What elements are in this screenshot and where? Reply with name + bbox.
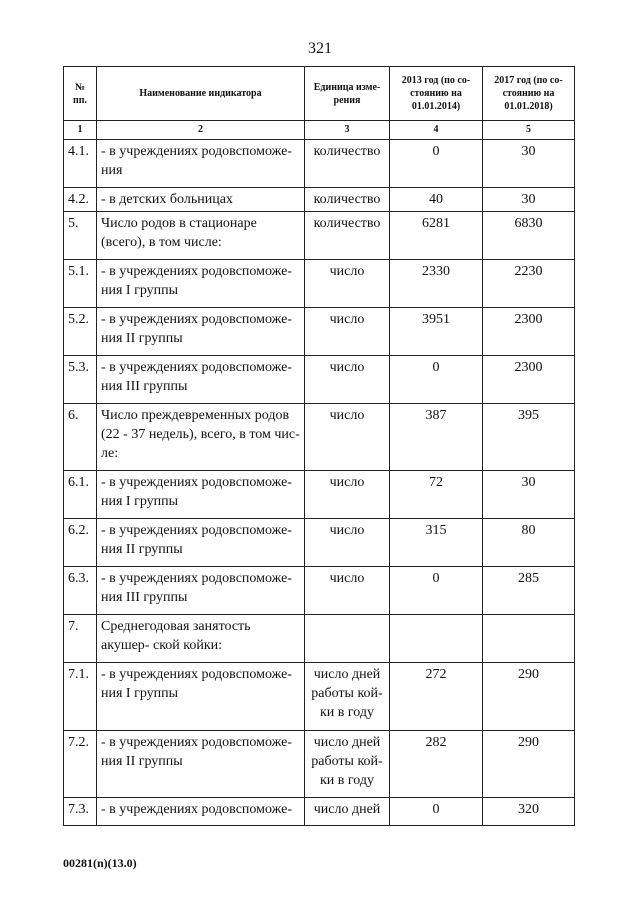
- unit-of-measure: число дней: [305, 798, 390, 826]
- table-row: [64, 188, 575, 212]
- indicator-name: Среднегодовая занятость акушер- ской койки:: [97, 615, 305, 663]
- unit-of-measure: количество: [305, 212, 390, 260]
- row-number: 4.2.: [64, 188, 97, 212]
- value-2017: 285: [483, 567, 575, 615]
- row-number: 5.2.: [64, 308, 97, 356]
- indicator-name: - в учреждениях родовспоможе- ния II группы: [97, 731, 305, 798]
- unit-of-measure: число: [305, 471, 390, 519]
- value-2013: 0: [390, 567, 483, 615]
- table-row: [64, 567, 575, 615]
- header-num: № пп.: [64, 67, 97, 121]
- indicator-name: - в учреждениях родовспоможе- ния I группы: [97, 260, 305, 308]
- col-number: 2: [97, 121, 305, 140]
- indicator-name: - в учреждениях родовспоможе- ния I группы: [97, 663, 305, 731]
- col-number: 5: [483, 121, 575, 140]
- value-2017: 6830: [483, 212, 575, 260]
- value-2013: 0: [390, 140, 483, 188]
- value-2013: 3951: [390, 308, 483, 356]
- unit-of-measure: число дней работы кой- ки в году: [305, 731, 390, 798]
- row-number: 6.1.: [64, 471, 97, 519]
- indicator-name: - в учреждениях родовспоможе- ния II группы: [97, 519, 305, 567]
- row-number: 5.3.: [64, 356, 97, 404]
- value-2017: 290: [483, 731, 575, 798]
- table-row: [64, 140, 575, 188]
- value-2017: 80: [483, 519, 575, 567]
- table-row: [64, 471, 575, 519]
- value-2017: 395: [483, 404, 575, 471]
- unit-of-measure: количество: [305, 140, 390, 188]
- value-2013: 40: [390, 188, 483, 212]
- indicator-table: [63, 66, 575, 826]
- unit-of-measure: количество: [305, 188, 390, 212]
- indicator-name: Число родов в стационаре (всего), в том числе:: [97, 212, 305, 260]
- page-number: 321: [308, 40, 332, 57]
- value-2017: [483, 615, 575, 663]
- unit-of-measure: число: [305, 404, 390, 471]
- table-row: [64, 798, 575, 826]
- table-row: [64, 519, 575, 567]
- unit-of-measure: число дней работы кой- ки в году: [305, 663, 390, 731]
- indicator-name: Число преждевременных родов (22 - 37 недель), всего, в том чис- ле:: [97, 404, 305, 471]
- table-row: [64, 663, 575, 731]
- table-row: [64, 404, 575, 471]
- row-number: 7.: [64, 615, 97, 663]
- value-2013: 0: [390, 798, 483, 826]
- value-2017: 320: [483, 798, 575, 826]
- row-number: 7.2.: [64, 731, 97, 798]
- row-number: 6.3.: [64, 567, 97, 615]
- row-number: 4.1.: [64, 140, 97, 188]
- value-2013: 282: [390, 731, 483, 798]
- value-2013: 387: [390, 404, 483, 471]
- row-number: 6.2.: [64, 519, 97, 567]
- unit-of-measure: число: [305, 567, 390, 615]
- column-numbers-row: [64, 121, 575, 140]
- value-2013: 0: [390, 356, 483, 404]
- indicator-name: - в учреждениях родовспоможе- ния: [97, 140, 305, 188]
- value-2013: 272: [390, 663, 483, 731]
- indicator-name: - в учреждениях родовспоможе-: [97, 798, 305, 826]
- value-2017: 290: [483, 663, 575, 731]
- col-number: 3: [305, 121, 390, 140]
- indicator-name: - в учреждениях родовспоможе- ния I группы: [97, 471, 305, 519]
- table-row: [64, 615, 575, 663]
- row-number: 6.: [64, 404, 97, 471]
- value-2013: 72: [390, 471, 483, 519]
- indicator-name: - в учреждениях родовспоможе- ния III группы: [97, 356, 305, 404]
- header-unit: Единица изме- рения: [305, 67, 390, 121]
- table-row: [64, 731, 575, 798]
- row-number: 7.1.: [64, 663, 97, 731]
- value-2017: 2230: [483, 260, 575, 308]
- value-2017: 2300: [483, 308, 575, 356]
- row-number: 5.1.: [64, 260, 97, 308]
- value-2017: 2300: [483, 356, 575, 404]
- unit-of-measure: число: [305, 308, 390, 356]
- indicator-name: - в учреждениях родовспоможе- ния III группы: [97, 567, 305, 615]
- table-row: [64, 356, 575, 404]
- unit-of-measure: число: [305, 356, 390, 404]
- value-2013: [390, 615, 483, 663]
- value-2017: 30: [483, 188, 575, 212]
- unit-of-measure: число: [305, 519, 390, 567]
- value-2013: 6281: [390, 212, 483, 260]
- col-number: 1: [64, 121, 97, 140]
- header-name: Наименование индикатора: [97, 67, 305, 121]
- indicator-name: - в учреждениях родовспоможе- ния II группы: [97, 308, 305, 356]
- document-code: 00281(n)(13.0): [63, 856, 137, 870]
- col-number: 4: [390, 121, 483, 140]
- value-2017: 30: [483, 471, 575, 519]
- indicator-name: - в детских больницах: [97, 188, 305, 212]
- row-number: 7.3.: [64, 798, 97, 826]
- table-row: [64, 260, 575, 308]
- value-2017: 30: [483, 140, 575, 188]
- unit-of-measure: [305, 615, 390, 663]
- unit-of-measure: число: [305, 260, 390, 308]
- value-2013: 315: [390, 519, 483, 567]
- table-row: [64, 212, 575, 260]
- value-2013: 2330: [390, 260, 483, 308]
- table-row: [64, 308, 575, 356]
- header-2013: 2013 год (по со- стоянию на 01.01.2014): [390, 67, 483, 121]
- table-header-row: [64, 67, 575, 121]
- header-2017: 2017 год (по со- стоянию на 01.01.2018): [483, 67, 575, 121]
- row-number: 5.: [64, 212, 97, 260]
